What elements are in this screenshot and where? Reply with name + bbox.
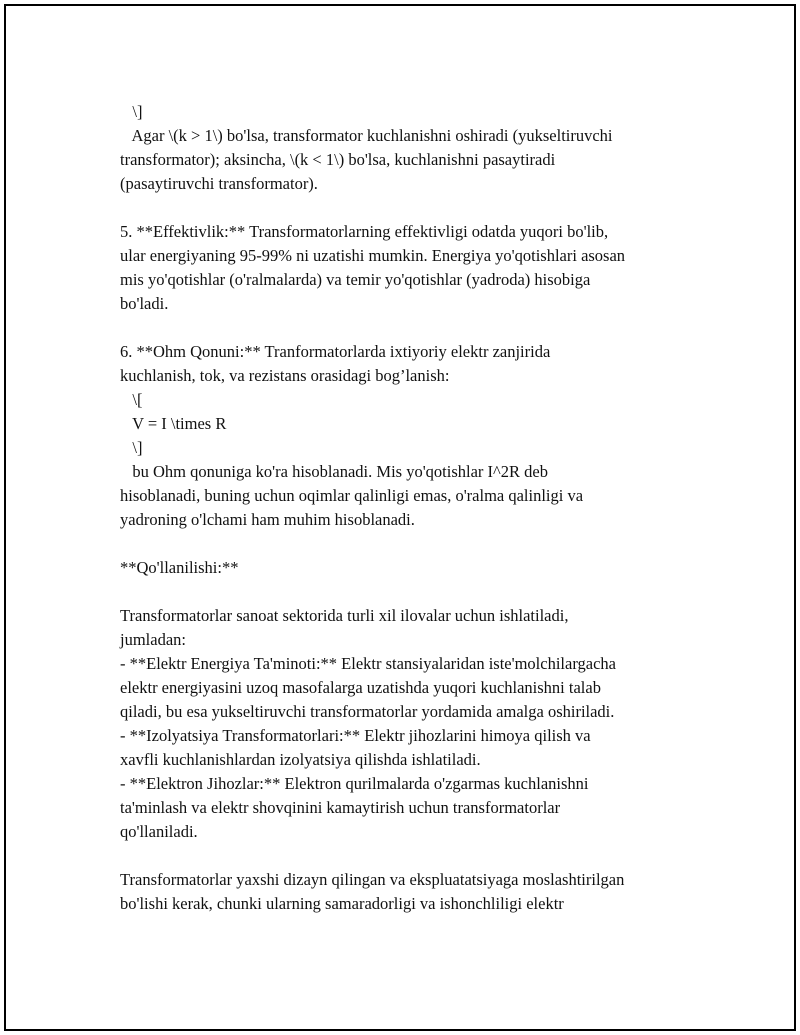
text-line: V = I \times R xyxy=(120,414,227,433)
text-line: 5. **Effektivlik:** Transformatorlarning effektivligi odatda yuqori bo'lib, xyxy=(120,222,609,241)
text-line: kuchlanish, tok, va rezistans orasidagi bog’lanish: xyxy=(120,366,450,385)
text-line: yadroning o'lchami ham muhim hisoblanadi. xyxy=(120,510,415,529)
text-line: Agar \(k > 1\) bo'lsa, transformator kuchlanishni oshiradi (yukseltiruvchi xyxy=(120,126,613,145)
blank-line xyxy=(120,844,720,868)
text-line: Transformatorlar sanoat sektorida turli xil ilovalar uchun ishlatiladi, xyxy=(120,606,569,625)
text-line: (pasaytiruvchi transformator). xyxy=(120,174,318,193)
text-line: qo'llaniladi. xyxy=(120,822,198,841)
text-line: jumladan: xyxy=(120,630,186,649)
text-line: hisoblanadi, buning uchun oqimlar qalinligi emas, o'ralma qalinligi va xyxy=(120,486,584,505)
text-line: qiladi, bu esa yukseltiruvchi transformatorlar yordamida amalga oshiriladi. xyxy=(120,702,615,721)
text-line: bo'lishi kerak, chunki ularning samaradorligi va ishonchliligi elektr xyxy=(120,894,564,913)
text-line: ular energiyaning 95-99% ni uzatishi mumkin. Energiya yo'qotishlari asosan xyxy=(120,246,626,265)
section-heading: **Qo'llanilishi:** xyxy=(120,558,239,577)
text-line: \] xyxy=(120,102,143,121)
blank-line xyxy=(120,316,720,340)
text-line: mis yo'qotishlar (o'ralmalarda) va temir yo'qotishlar (yadroda) hisobiga xyxy=(120,270,591,289)
text-line: Transformatorlar yaxshi dizayn qilingan va ekspluatatsiyaga moslashtirilgan xyxy=(120,870,625,889)
text-line: xavfli kuchlanishlardan izolyatsiya qilishda ishlatiladi. xyxy=(120,750,481,769)
list-item: - **Elektron Jihozlar:** Elektron qurilmalarda o'zgarmas kuchlanishni xyxy=(120,774,589,793)
blank-line xyxy=(120,532,720,556)
text-line: \[ xyxy=(120,390,143,409)
blank-line xyxy=(120,580,720,604)
text-line: elektr energiyasini uzoq masofalarga uzatishda yuqori kuchlanishni talab xyxy=(120,678,601,697)
page-frame xyxy=(4,4,796,1031)
list-item: - **Izolyatsiya Transformatorlari:** Elektr jihozlarini himoya qilish va xyxy=(120,726,591,745)
list-item: - **Elektr Energiya Ta'minoti:** Elektr stansiyalaridan iste'molchilargacha xyxy=(120,654,616,673)
text-line: \] xyxy=(120,438,143,457)
text-line: bu Ohm qonuniga ko'ra hisoblanadi. Mis yo'qotishlar I^2R deb xyxy=(120,462,548,481)
text-line: 6. **Ohm Qonuni:** Tranformatorlarda ixtiyoriy elektr zanjirida xyxy=(120,342,551,361)
text-line: bo'ladi. xyxy=(120,294,169,313)
text-line: transformator); aksincha, \(k < 1\) bo'lsa, kuchlanishni pasaytiradi xyxy=(120,150,556,169)
document-text xyxy=(120,100,720,916)
text-line: ta'minlash va elektr shovqinini kamaytirish uchun transformatorlar xyxy=(120,798,561,817)
blank-line xyxy=(120,196,720,220)
